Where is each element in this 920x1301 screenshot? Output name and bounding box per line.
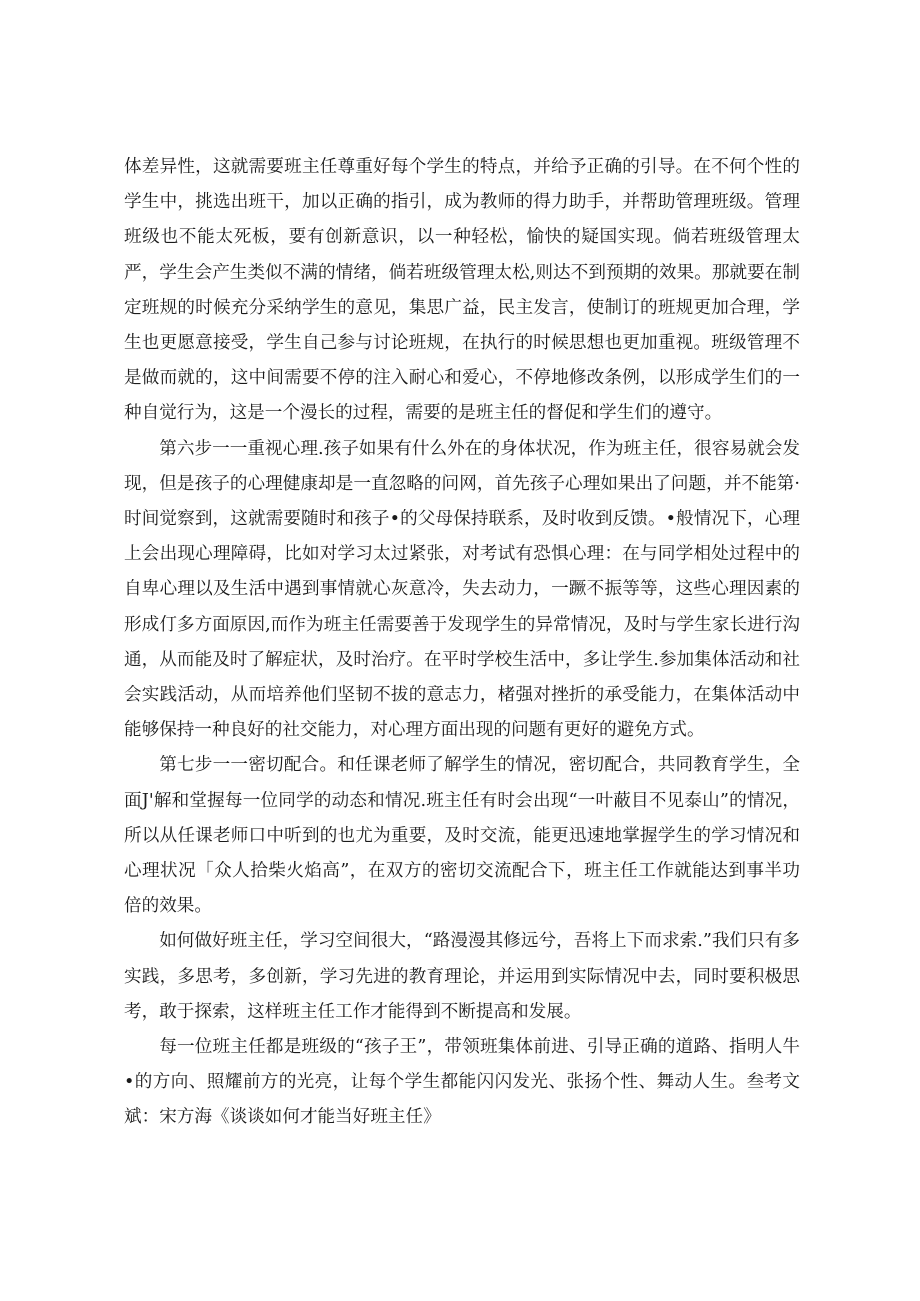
document-body [124, 150, 800, 1136]
paragraph-conclusion-references: 每一位班主任都是班级的“孩子王”，带领班集体前进、引导正确的道路、指明人牛•的方向、照耀前方的光亮，让每个学生都能闪闪发光、张扬个性、舞动人生。叁考文斌：宋方海《谈谈如何才能当好班主任》 [124, 1037, 800, 1128]
paragraph-class-management: 体差异性，这就需要班主任尊重好每个学生的特点，并给予正确的引导。在不何个性的学生中，挑选出班干，加以正确的指引，成为教师的得力助手，并帮助管理班级。管理班级也不能太死板，要有创新意识，以一种轻松，愉快的疑国实现。倘若班级管理太严，学生会产生类似不满的情绪，倘若班级管理太松,则达不到预期的效果。那就要在制定班规的时候充分采纳学生的意见，集思广益，民主发言，使制订的班规更加合理，学生也更愿意接受，学生自己参与讨论班规，在执行的时候思想也更加重视。班级管理不是做而就的，这中间需要不停的注入耐心和爱心，不停地修改条例，以形成学生们的一种自觉行为，这是一个漫长的过程，需要的是班主任的督促和学生们的遵守。 [124, 157, 800, 424]
paragraph-step-six: 第六步一一重视心理.孩子如果有什么外在的身体状况，作为班主任，很容易就会发现，但是孩子的心理健康却是一直忽略的问网，首先孩子心理如果出了问题，并不能第·时间觉察到，这就需要随时和孩子•的父母保持联系，及时收到反馈。•般情况下，心理上会出现心理障碍，比如对学习太过紧张，对考试有恐惧心理：在与同学相处过程中的自卑心理以及生活中遇到事情就心灰意冷，失去动力，一蹶不振等等，这些心理因素的形成仃多方面原因,而作为班主任需要善于发现学生的异常情况，及时与学生家长进行沟通，从而能及时了解症状，及时治疗。在平时学校生活中，多让学生.参加集体活动和社会实践活动，从而培养他们坚韧不拔的意志力，楮强对挫折的承受能力，在集体活动中能够保持一种良好的社交能力，对心理方面出现的问题有更好的避免方式。 [124, 438, 800, 741]
paragraph-step-seven: 第七步一一密切配合。和任课老师了解学生的情况，密切配合，共同教育学生，全面J'解和堂握每一位同学的动态和情况.班主任有时会出现“一叶蔽目不见泰山”的情况，所以从任课老师口中听到的也尤为重要，及时交流，能更迅速地掌握学生的学习情况和心理状况「众人拾柴火焰高”，在双方的密切交流配合下，班主任工作就能达到事半功倍的效果。 [124, 755, 800, 917]
paragraph-how-to-be-head-teacher: 如何做好班主任，学习空间很大，“路漫漫其修远兮，吾将上下而求索.”我们只有多实践，多思考，多创新，学习先进的教育理论，并运用到实际情况中去，同时要积极思考，敢于探索，这样班主任工作才能得到不断提高和发展。 [124, 931, 800, 1022]
